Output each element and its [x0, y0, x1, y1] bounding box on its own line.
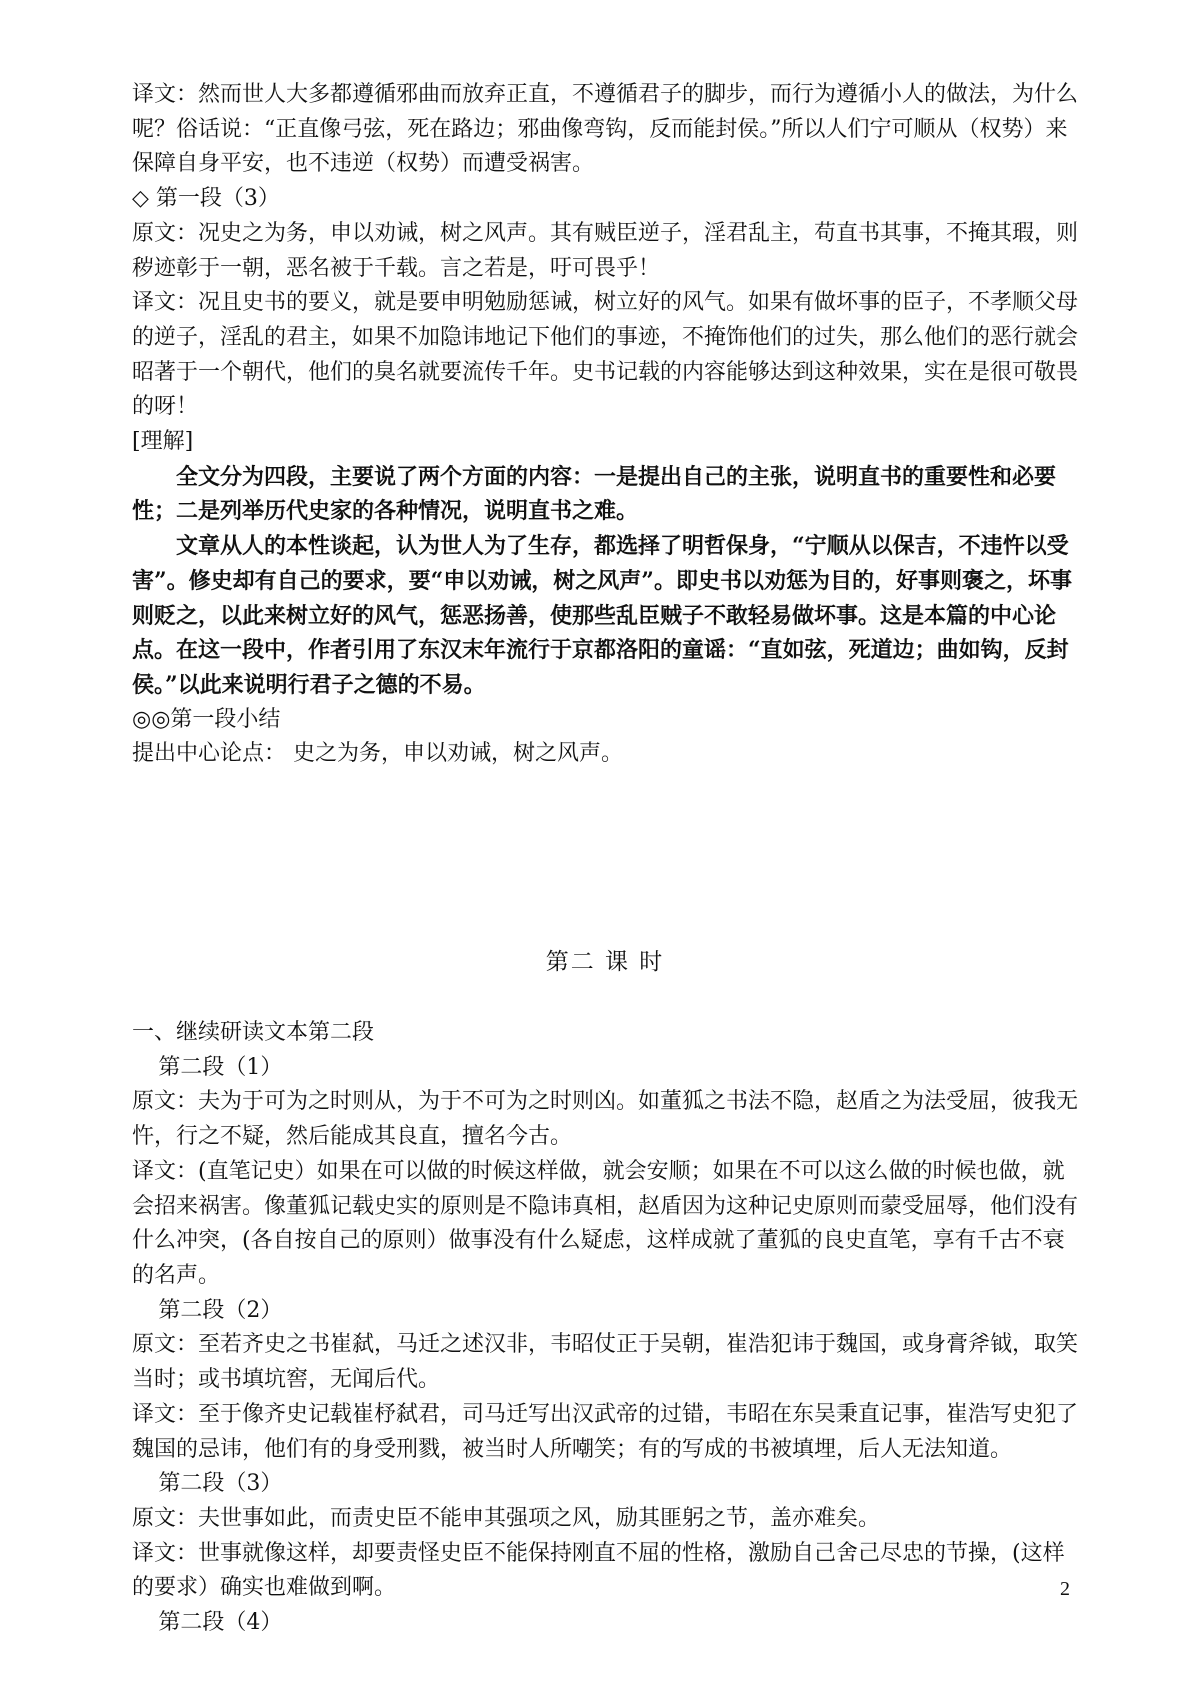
spacer	[132, 982, 1078, 1016]
understanding-paragraph: 全文分为四段，主要说了两个方面的内容：一是提出自己的主张，说明直书的重要性和必要性；二是列举历代史家的各种情况，说明直书之难。	[132, 463, 1057, 525]
summary-label: ◎◎第一段小结	[132, 706, 281, 732]
translation-paragraph: 译文：至于像齐史记载崔杼弑君，司马迁写出汉武帝的过错，韦昭在东吴秉直记事，崔浩写史犯了魏国的忌讳，他们有的身受刑戮，被当时人所嘲笑；有的写成的书被填埋，后人无法知道。	[132, 1401, 1079, 1462]
translation-paragraph: 译文：(直笔记史）如果在可以做的时候这样做，就会安顺；如果在不可以这么做的时候也做，就会招来祸害。像董狐记载史实的原则是不隐讳真相，赵盾因为这种记史原则而蒙受屈辱，他们没有什么冲突，(各自按自己的原则）做事没有什么疑虑，这样成就了董狐的良史直笔，享有千古不衰的名声。	[132, 1158, 1079, 1288]
original-text-paragraph: 原文：况史之为务，申以劝诫，树之风声。其有贼臣逆子，淫君乱主，苟直书其事，不掩其瑕，则秽迹彰于一朝，恶名被于千载。言之若是，吁可畏乎！	[132, 220, 1079, 281]
translation-paragraph: 译文：然而世人大多都遵循邪曲而放弃正直，不遵循君子的脚步，而行为遵循小人的做法，为什么呢？俗话说：“正直像弓弦，死在路边；邪曲像弯钩，反而能封侯。”所以人们宁可顺从（权势）来保障自身平安，也不违逆（权势）而遭受祸害。	[132, 82, 1079, 177]
section-heading: ◇ 第一段（3）	[132, 186, 280, 212]
lesson-title: 第二 课 时	[545, 949, 665, 976]
document-page	[132, 78, 1078, 1641]
translation-paragraph: 译文：况且史书的要义，就是要申明勉励惩诫，树立好的风气。如果有做坏事的臣子，不孝顺父母的逆子，淫乱的君主，如果不加隐讳地记下他们的事迹，不掩饰他们的过失，那么他们的恶行就会昭著于一个朝代，他们的臭名就要流传千年。史书记载的内容能够达到这种效果，实在是很可敬畏的呀！	[132, 290, 1079, 420]
summary-text: 提出中心论点： 史之为务，申以劝诫，树之风声。	[132, 741, 623, 767]
understanding-label: [理解]	[132, 429, 194, 455]
translation-paragraph: 译文：世事就像这样，却要责怪史臣不能保持刚直不屈的性格，激励自己舍己尽忠的节操，(这样的要求）确实也难做到啊。	[132, 1540, 1065, 1601]
page-number: 2	[1060, 1578, 1070, 1600]
subsection-heading: 第二段（1）	[158, 1054, 283, 1080]
subsection-heading: 第二段（3）	[158, 1471, 283, 1497]
original-text-paragraph: 原文：至若齐史之书崔弑，马迁之述汉非，韦昭仗正于吴朝，崔浩犯讳于魏国，或身膏斧钺，取笑当时；或书填坑窖，无闻后代。	[132, 1332, 1079, 1393]
understanding-paragraph: 文章从人的本性谈起，认为世人为了生存，都选择了明哲保身，“宁顺从以保吉，不违忤以受害”。修史却有自己的要求，要“申以劝诫，树之风声”。即史书以劝惩为目的，好事则褒之，坏事则贬之，以此来树立好的风气，惩恶扬善，使那些乱臣贼子不敢轻易做坏事。这是本篇的中心论点。在这一段中，作者引用了东汉末年流行于京都洛阳的童谣：“直如弦，死道边；曲如钩，反封侯。”以此来说明行君子之德的不易。	[132, 533, 1072, 698]
original-text-paragraph: 原文：夫为于可为之时则从，为于不可为之时则凶。如董狐之书法不隐，赵盾之为法受屈，彼我无忤，行之不疑，然后能成其良直，擅名今古。	[132, 1089, 1079, 1150]
subsection-heading: 第二段（4）	[158, 1610, 283, 1636]
subsection-heading: 第二段（2）	[158, 1297, 283, 1323]
spacer	[132, 772, 1078, 942]
section-heading: 一、继续研读文本第二段	[132, 1020, 375, 1046]
original-text-paragraph: 原文：夫世事如此，而责史臣不能申其强项之风，励其匪躬之节，盖亦难矣。	[132, 1505, 881, 1531]
